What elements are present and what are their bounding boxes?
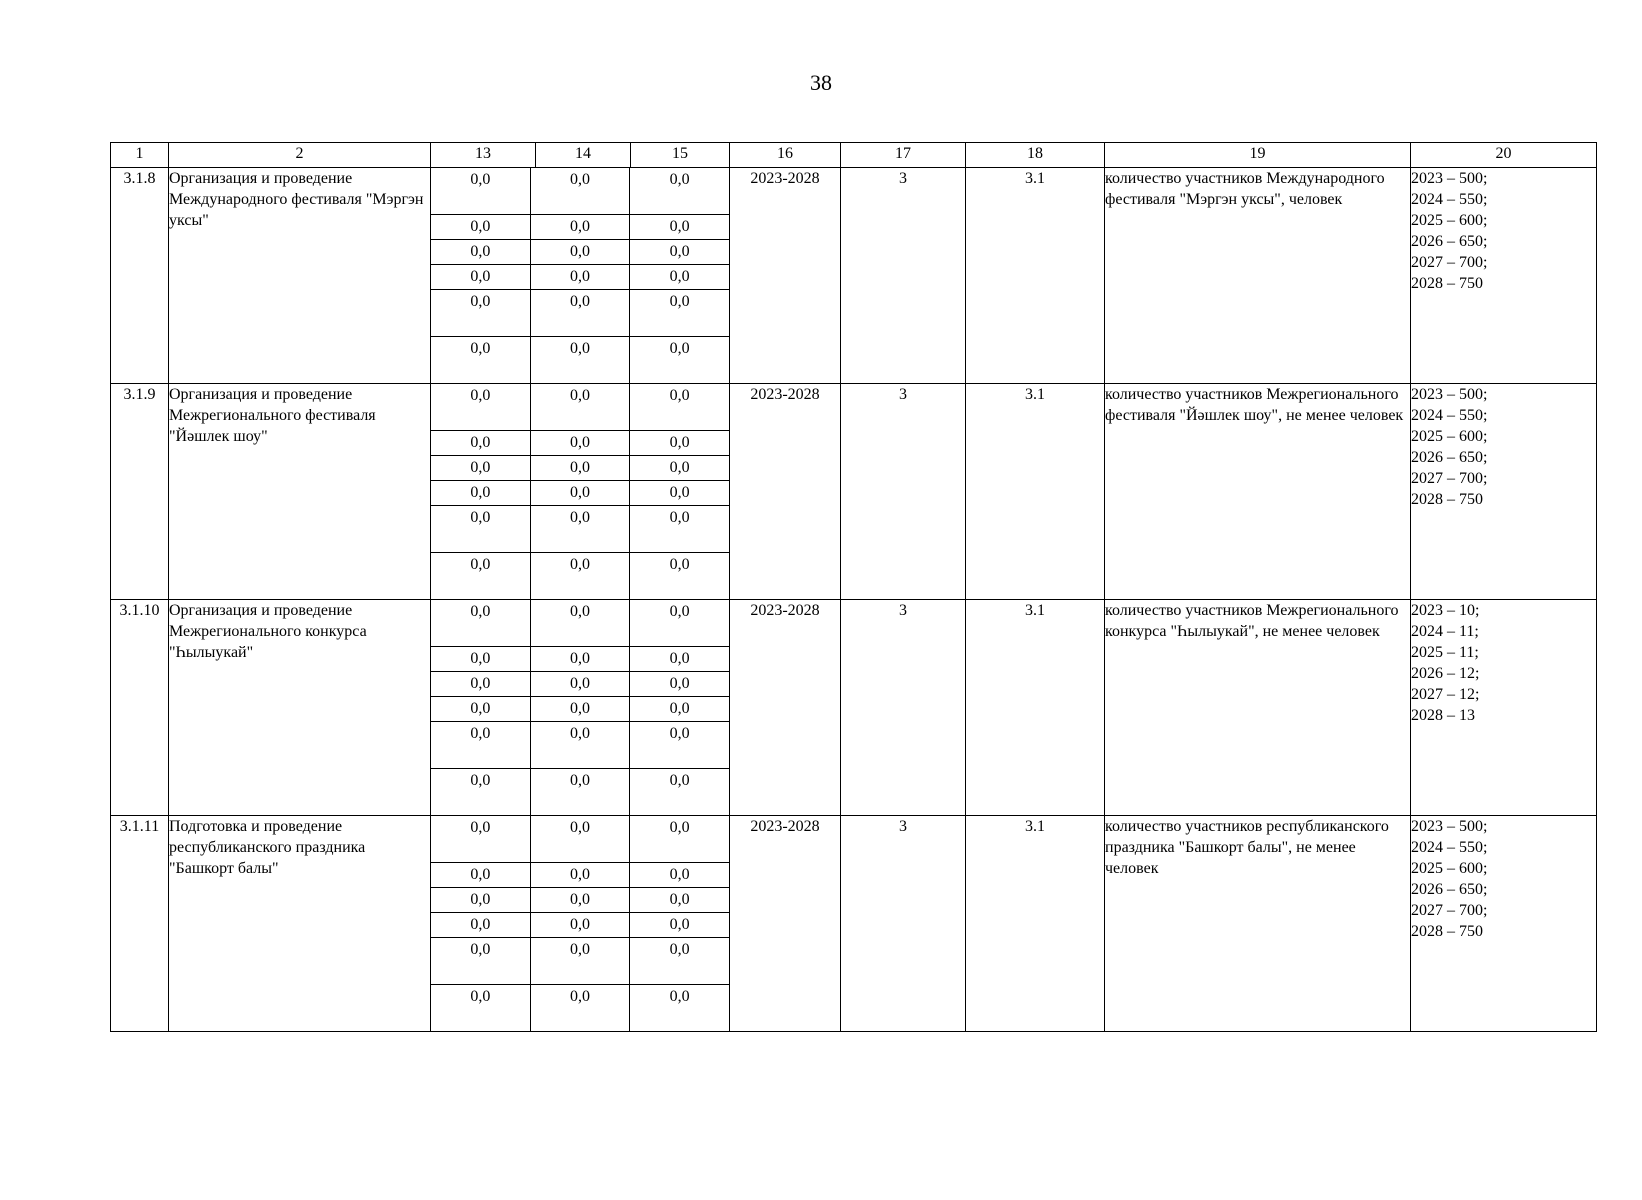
target-line: 2028 – 13: [1411, 707, 1475, 724]
period-cell: 2023-2028: [730, 384, 841, 600]
header-cell: 19: [1105, 143, 1411, 168]
finance-cell-15: 0,0: [669, 725, 690, 742]
target-values: [1411, 384, 1597, 600]
finance-row: [431, 289, 729, 336]
target-line: 2028 – 750: [1411, 491, 1483, 508]
header-cell: 17: [841, 143, 966, 168]
target-line: 2023 – 500;: [1411, 386, 1488, 403]
col18-cell: 3.1: [966, 600, 1105, 816]
finance-cell-15: 0,0: [669, 650, 690, 667]
finance-cell-14: 0,0: [531, 481, 631, 505]
finance-cell-14: 0,0: [531, 647, 631, 671]
finance-row: [431, 430, 729, 455]
finance-block: [431, 600, 730, 816]
finance-cell-14: 0,0: [531, 168, 631, 214]
item-name: Организация и проведение Международного фестиваля "Мэргэн уксы": [169, 168, 431, 384]
period-cell: 2023-2028: [730, 600, 841, 816]
finance-cell-13: 0,0: [431, 888, 531, 912]
finance-cell-15: 0,0: [669, 509, 690, 526]
target-line: 2028 – 750: [1411, 275, 1483, 292]
period-cell: 2023-2028: [730, 816, 841, 1032]
finance-cell-14: 0,0: [531, 456, 631, 480]
finance-row: [431, 455, 729, 480]
finance-row: [431, 384, 729, 430]
finance-cell-14: 0,0: [531, 722, 631, 768]
target-line: 2025 – 600;: [1411, 860, 1488, 877]
program-table: [110, 142, 1597, 1032]
finance-cell-14: 0,0: [531, 240, 631, 264]
finance-cell-14: 0,0: [531, 938, 631, 984]
finance-cell-14: 0,0: [531, 600, 631, 646]
finance-cell-14: 0,0: [531, 265, 631, 289]
col17-cell: 3: [841, 168, 966, 384]
page-number: 38: [810, 70, 832, 95]
finance-cell-15: 0,0: [669, 675, 690, 692]
finance-cell-13: 0,0: [431, 290, 531, 336]
table-row: [111, 384, 1597, 600]
header-cell: 1: [111, 143, 169, 168]
finance-cell-13: 0,0: [431, 481, 531, 505]
finance-cell-15: 0,0: [669, 268, 690, 285]
item-number: 3.1.10: [111, 600, 169, 816]
indicator-cell: количество участников Межрегионального конкурса "Һылыукай", не менее человек: [1105, 600, 1411, 816]
finance-cell-15: 0,0: [669, 484, 690, 501]
finance-row: [431, 214, 729, 239]
finance-cell-13: 0,0: [431, 456, 531, 480]
item-name: Организация и проведение Межрегионального конкурса "Һылыукай": [169, 600, 431, 816]
target-line: 2027 – 700;: [1411, 254, 1488, 271]
finance-row: [431, 671, 729, 696]
finance-row: [431, 239, 729, 264]
item-number: 3.1.9: [111, 384, 169, 600]
finance-cell-15: 0,0: [669, 556, 690, 573]
header-row: [111, 143, 1597, 168]
target-values: [1411, 168, 1597, 384]
finance-row: [431, 696, 729, 721]
finance-cell-15: 0,0: [669, 387, 690, 404]
finance-cell-13: 0,0: [431, 863, 531, 887]
target-values: [1411, 816, 1597, 1032]
finance-cell-14: 0,0: [531, 337, 631, 383]
finance-cell-13: 0,0: [431, 215, 531, 239]
finance-cell-15: 0,0: [669, 340, 690, 357]
finance-cell-13: 0,0: [431, 647, 531, 671]
finance-row: [431, 168, 729, 214]
finance-cell-13: 0,0: [431, 938, 531, 984]
finance-row: [431, 646, 729, 671]
finance-row: [431, 937, 729, 984]
finance-cell-15: 0,0: [669, 941, 690, 958]
target-line: 2025 – 600;: [1411, 428, 1488, 445]
finance-cell-14: 0,0: [531, 816, 631, 862]
finance-cell-13: 0,0: [431, 600, 531, 646]
finance-row: [431, 505, 729, 552]
finance-cell-13: 0,0: [431, 265, 531, 289]
finance-cell-14: 0,0: [531, 888, 631, 912]
finance-cell-13: 0,0: [431, 913, 531, 937]
finance-cell-14: 0,0: [531, 215, 631, 239]
header-cell: 18: [966, 143, 1105, 168]
finance-cell-14: 0,0: [531, 985, 631, 1031]
finance-cell-14: 0,0: [531, 384, 631, 430]
finance-row: [431, 768, 729, 815]
finance-row: [431, 600, 729, 646]
header-cell: 14: [536, 143, 631, 168]
finance-cell-15: 0,0: [669, 459, 690, 476]
finance-cell-14: 0,0: [531, 672, 631, 696]
table-body: [111, 168, 1597, 1032]
finance-cell-13: 0,0: [431, 431, 531, 455]
finance-cell-13: 0,0: [431, 168, 531, 214]
target-line: 2023 – 10;: [1411, 602, 1480, 619]
finance-block: [431, 168, 730, 384]
finance-cell-15: 0,0: [669, 819, 690, 836]
finance-cell-13: 0,0: [431, 672, 531, 696]
finance-cell-13: 0,0: [431, 722, 531, 768]
target-line: 2025 – 11;: [1411, 644, 1479, 661]
period-cell: 2023-2028: [730, 168, 841, 384]
item-number: 3.1.8: [111, 168, 169, 384]
finance-cell-14: 0,0: [531, 769, 631, 815]
col18-cell: 3.1: [966, 168, 1105, 384]
finance-row: [431, 887, 729, 912]
item-name: Организация и проведение Межрегионального фестиваля "Йәшлек шоу": [169, 384, 431, 600]
finance-row: [431, 816, 729, 862]
col18-cell: 3.1: [966, 384, 1105, 600]
finance-cell-15: 0,0: [669, 700, 690, 717]
target-line: 2026 – 650;: [1411, 449, 1488, 466]
finance-row: [431, 862, 729, 887]
target-line: 2026 – 12;: [1411, 665, 1480, 682]
finance-cell-15: 0,0: [669, 866, 690, 883]
item-number: 3.1.11: [111, 816, 169, 1032]
finance-row: [431, 552, 729, 599]
indicator-cell: количество участников республиканского праздника "Башкорт балы", не менее человек: [1105, 816, 1411, 1032]
finance-cell-15: 0,0: [669, 171, 690, 188]
col17-cell: 3: [841, 384, 966, 600]
finance-row: [431, 336, 729, 383]
finance-cell-15: 0,0: [669, 772, 690, 789]
indicator-cell: количество участников Международного фестиваля "Мэргэн уксы", человек: [1105, 168, 1411, 384]
table-row: [111, 816, 1597, 1032]
target-line: 2025 – 600;: [1411, 212, 1488, 229]
finance-cell-14: 0,0: [531, 697, 631, 721]
finance-cell-13: 0,0: [431, 384, 531, 430]
finance-cell-14: 0,0: [531, 431, 631, 455]
finance-cell-13: 0,0: [431, 337, 531, 383]
target-line: 2026 – 650;: [1411, 881, 1488, 898]
target-line: 2024 – 550;: [1411, 839, 1488, 856]
finance-row: [431, 721, 729, 768]
header-cell: 2: [169, 143, 431, 168]
finance-cell-14: 0,0: [531, 863, 631, 887]
finance-block: [431, 816, 730, 1032]
target-line: 2023 – 500;: [1411, 170, 1488, 187]
finance-cell-15: 0,0: [669, 891, 690, 908]
finance-cell-15: 0,0: [669, 916, 690, 933]
target-line: 2026 – 650;: [1411, 233, 1488, 250]
header-cell: 20: [1411, 143, 1597, 168]
target-line: 2027 – 700;: [1411, 470, 1488, 487]
finance-row: [431, 912, 729, 937]
table-row: [111, 168, 1597, 384]
finance-row: [431, 264, 729, 289]
finance-row: [431, 984, 729, 1031]
target-values: [1411, 600, 1597, 816]
item-name: Подготовка и проведение республиканского праздника "Башкорт балы": [169, 816, 431, 1032]
finance-cell-13: 0,0: [431, 816, 531, 862]
indicator-cell: количество участников Межрегионального фестиваля "Йәшлек шоу", не менее человек: [1105, 384, 1411, 600]
finance-row: [431, 480, 729, 505]
finance-cell-14: 0,0: [531, 553, 631, 599]
target-line: 2024 – 11;: [1411, 623, 1479, 640]
col17-cell: 3: [841, 600, 966, 816]
finance-cell-15: 0,0: [669, 603, 690, 620]
target-line: 2027 – 700;: [1411, 902, 1488, 919]
target-line: 2023 – 500;: [1411, 818, 1488, 835]
target-line: 2028 – 750: [1411, 923, 1483, 940]
header-cell: 16: [730, 143, 841, 168]
finance-cell-14: 0,0: [531, 290, 631, 336]
finance-cell-15: 0,0: [669, 293, 690, 310]
col17-cell: 3: [841, 816, 966, 1032]
finance-cell-15: 0,0: [669, 243, 690, 260]
finance-cell-15: 0,0: [669, 218, 690, 235]
finance-block: [431, 384, 730, 600]
finance-cell-14: 0,0: [531, 506, 631, 552]
finance-cell-15: 0,0: [669, 988, 690, 1005]
finance-cell-13: 0,0: [431, 697, 531, 721]
col18-cell: 3.1: [966, 816, 1105, 1032]
finance-cell-15: 0,0: [669, 434, 690, 451]
finance-cell-13: 0,0: [431, 240, 531, 264]
finance-cell-13: 0,0: [431, 985, 531, 1031]
table-row: [111, 600, 1597, 816]
target-line: 2024 – 550;: [1411, 191, 1488, 208]
target-line: 2027 – 12;: [1411, 686, 1480, 703]
header-cell: 13: [431, 143, 536, 168]
target-line: 2024 – 550;: [1411, 407, 1488, 424]
finance-cell-14: 0,0: [531, 913, 631, 937]
finance-cell-13: 0,0: [431, 769, 531, 815]
header-cell: 15: [631, 143, 730, 168]
finance-cell-13: 0,0: [431, 553, 531, 599]
finance-cell-13: 0,0: [431, 506, 531, 552]
